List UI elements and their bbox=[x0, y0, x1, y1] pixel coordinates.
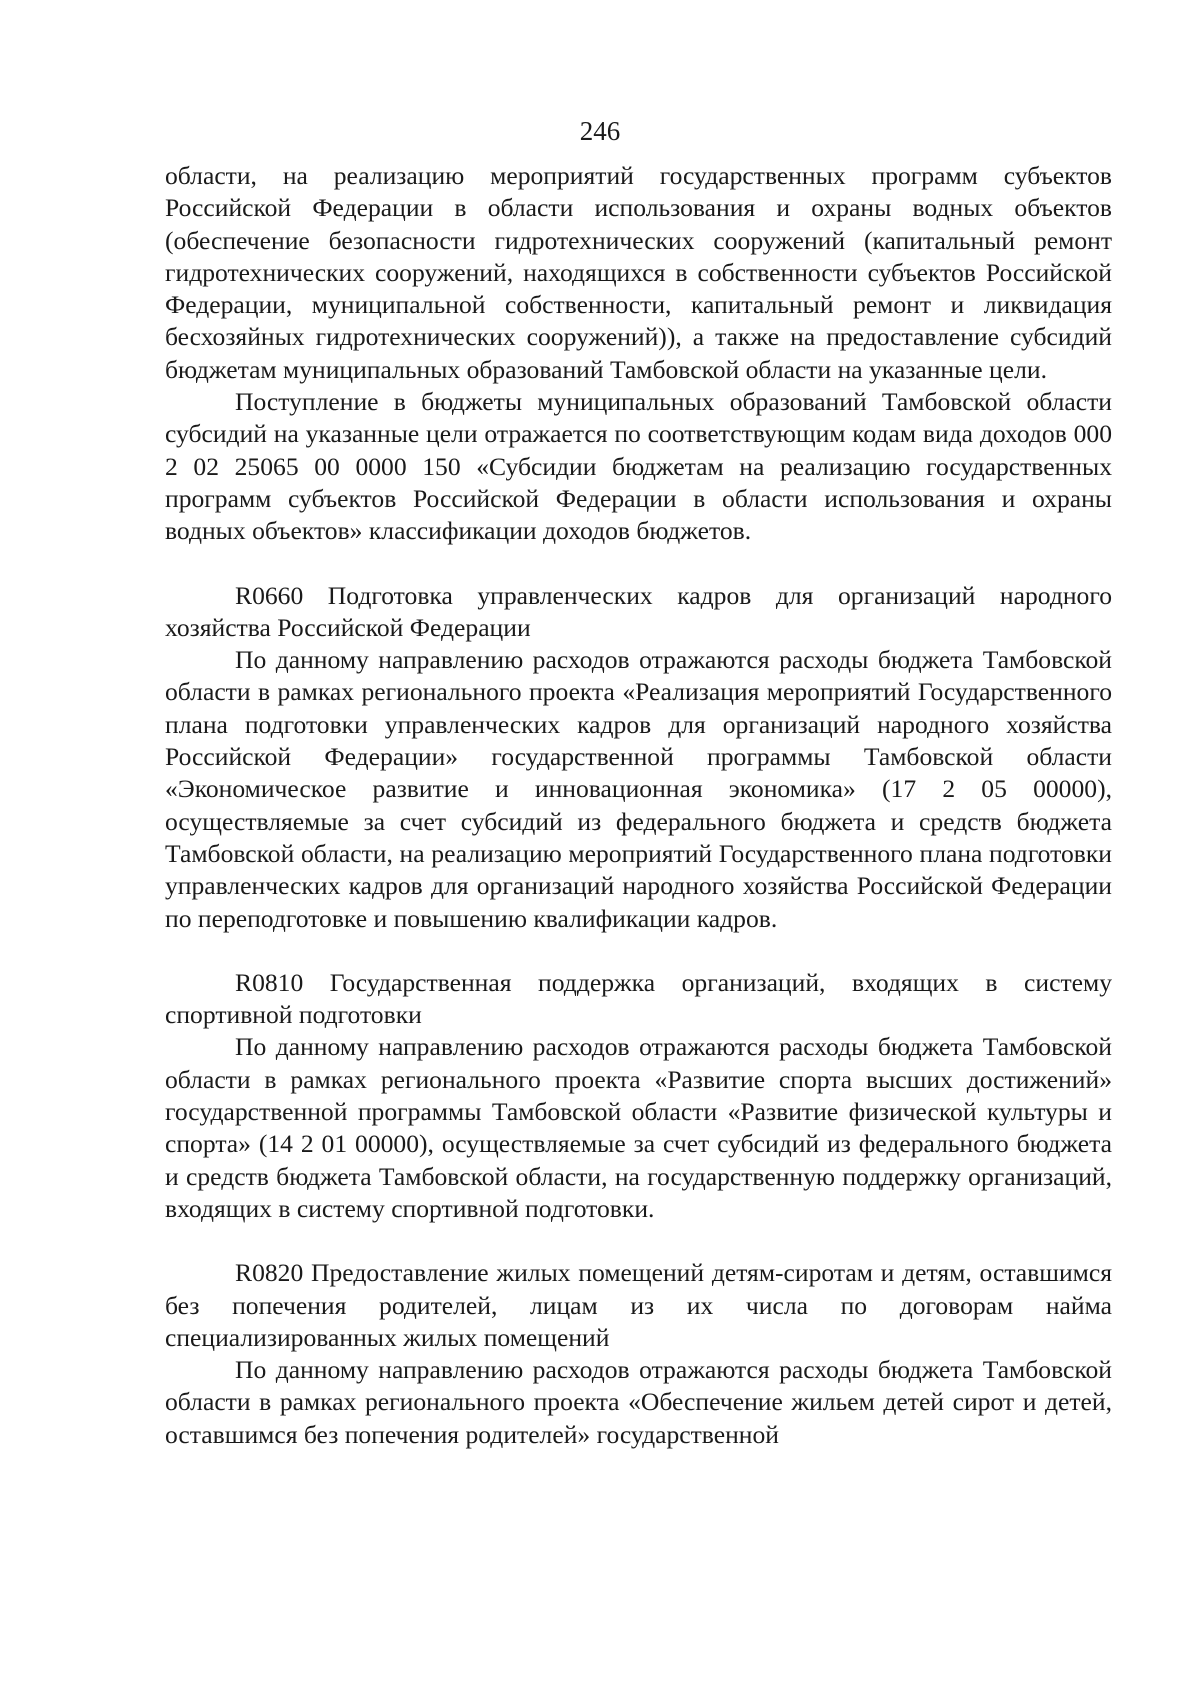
section-spacer bbox=[165, 548, 1112, 580]
section-body-r0820: По данному направлению расходов отражаются расходы бюджета Тамбовской области в рамках регионального проекта «Обеспечение жильем детей сирот и детей, оставшимся без попечения родителей» государственной bbox=[165, 1355, 1112, 1449]
section-spacer bbox=[165, 935, 1112, 967]
document-body bbox=[165, 160, 1112, 1451]
page-number: 246 bbox=[579, 116, 621, 146]
section-spacer bbox=[165, 1225, 1112, 1257]
section-title-r0810: R0810 Государственная поддержка организаций, входящих в систему спортивной подготовки bbox=[165, 967, 1112, 1030]
section-title-r0820: R0820 Предоставление жилых помещений детям-сиротам и детям, оставшимся без попечения родителей, лицам из их числа по договорам найма специализированных жилых помещений bbox=[165, 1258, 1112, 1352]
paragraph-continued: области, на реализацию мероприятий государственных программ субъектов Российской Федерации в области использования и охраны водных объектов (обеспечение безопасности гидротехнических сооружений (капитальный ремонт гидротехнических сооружений, находящихся в собственности субъектов Российской Федерации, муниципальной собственности, капитальный ремонт и ликвидация бесхозяйных гидротехнических сооружений)), а также на предоставление субсидий бюджетам муниципальных образований Тамбовской области на указанные цели. bbox=[165, 161, 1112, 384]
paragraph-revenue-codes: Поступление в бюджеты муниципальных образований Тамбовской области субсидий на указанные цели отражается по соответствующим кодам вида доходов 000 2 02 25065 00 0000 150 «Субсидии бюджетам на реализацию государственных программ субъектов Российской Федерации в области использования и охраны водных объектов» классификации доходов бюджетов. bbox=[165, 387, 1112, 546]
section-title-r0660: R0660 Подготовка управленческих кадров для организаций народного хозяйства Российской Федерации bbox=[165, 580, 1112, 642]
section-body-r0660: По данному направлению расходов отражаются расходы бюджета Тамбовской области в рамках регионального проекта «Реализация мероприятий Государственного плана подготовки управленческих кадров для организаций народного хозяйства Российской Федерации» государственной программы Тамбовской области «Экономическое развитие и инновационная экономика» (17 2 05 00000), осуществляемые за счет субсидий из федерального бюджета и средств бюджета Тамбовской области, на реализацию мероприятий Государственного плана подготовки управленческих кадров для организаций народного хозяйства Российской Федерации по переподготовке и повышению квалификации кадров. bbox=[165, 645, 1112, 933]
section-body-r0810: По данному направлению расходов отражаются расходы бюджета Тамбовской области в рамках регионального проекта «Развитие спорта высших достижений» государственной программы Тамбовской области «Развитие физической культуры и спорта» (14 2 01 00000), осуществляемые за счет субсидий из федерального бюджета и средств бюджета Тамбовской области, на государственную поддержку организаций, входящих в систему спортивной подготовки. bbox=[165, 1032, 1112, 1223]
